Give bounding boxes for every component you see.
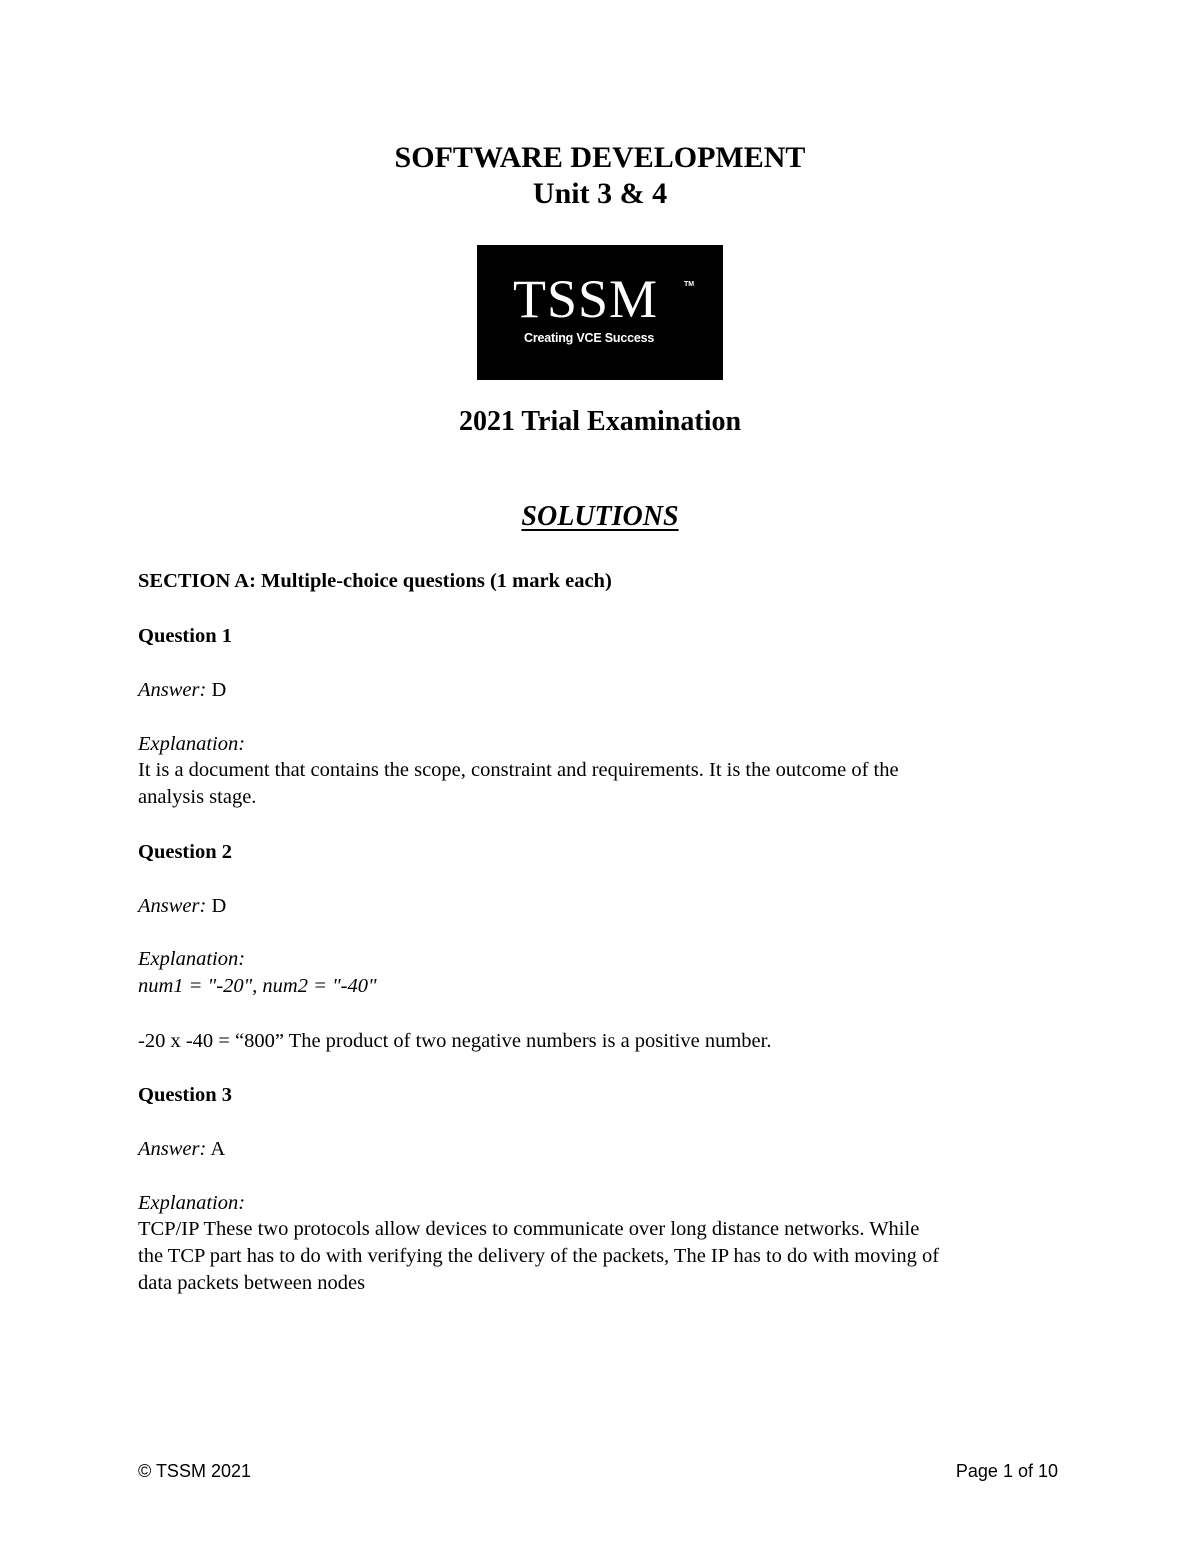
answer-value: D <box>206 895 227 917</box>
logo-wordmark: TSSM <box>513 269 659 329</box>
answer-label: Answer: <box>138 1138 207 1160</box>
footer-page-number: Page 1 of 10 <box>955 1461 1058 1481</box>
answer-label: Answer: <box>138 679 207 701</box>
question-2-answer <box>138 893 1078 919</box>
question-2-explanation-label: Explanation: <box>138 948 246 970</box>
question-1-heading: Question 1 <box>138 625 232 647</box>
explanation-line: analysis stage. <box>138 786 257 808</box>
question-1-explanation <box>138 757 1078 811</box>
question-1-answer <box>138 677 1078 703</box>
exam-title: 2021 Trial Examination <box>458 406 742 437</box>
question-3-answer <box>138 1136 1078 1162</box>
footer-copyright: © TSSM 2021 <box>138 1461 251 1481</box>
question-2-explanation: -20 x -40 = “800” The product of two negative numbers is a positive number. <box>138 1030 772 1052</box>
subject-title: SOFTWARE DEVELOPMENT <box>394 141 806 174</box>
explanation-line: the TCP part has to do with verifying the delivery of the packets, The IP has to do with moving of <box>138 1245 940 1267</box>
logo-tagline: Creating VCE Success <box>524 331 655 345</box>
tssm-logo <box>477 245 723 380</box>
units-subtitle: Unit 3 & 4 <box>532 177 668 210</box>
question-2-heading: Question 2 <box>138 841 232 863</box>
answer-value: A <box>206 1138 226 1160</box>
section-a-heading: SECTION A: Multiple-choice questions (1 mark each) <box>138 570 612 592</box>
answer-label: Answer: <box>138 895 207 917</box>
solutions-heading: SOLUTIONS <box>521 501 679 532</box>
question-1-explanation-label: Explanation: <box>138 733 246 755</box>
answer-value: D <box>206 679 227 701</box>
question-2-code-values: num1 = "-20", num2 = "-40" <box>138 975 377 997</box>
explanation-line: It is a document that contains the scope, constraint and requirements. It is the outcome of the <box>138 759 899 781</box>
question-3-heading: Question 3 <box>138 1084 232 1106</box>
logo-trademark: TM <box>684 281 695 288</box>
question-3-explanation <box>138 1216 1078 1297</box>
question-3-explanation-label: Explanation: <box>138 1192 246 1214</box>
explanation-line: TCP/IP These two protocols allow devices to communicate over long distance networks. While <box>138 1218 920 1240</box>
explanation-line: data packets between nodes <box>138 1272 366 1294</box>
